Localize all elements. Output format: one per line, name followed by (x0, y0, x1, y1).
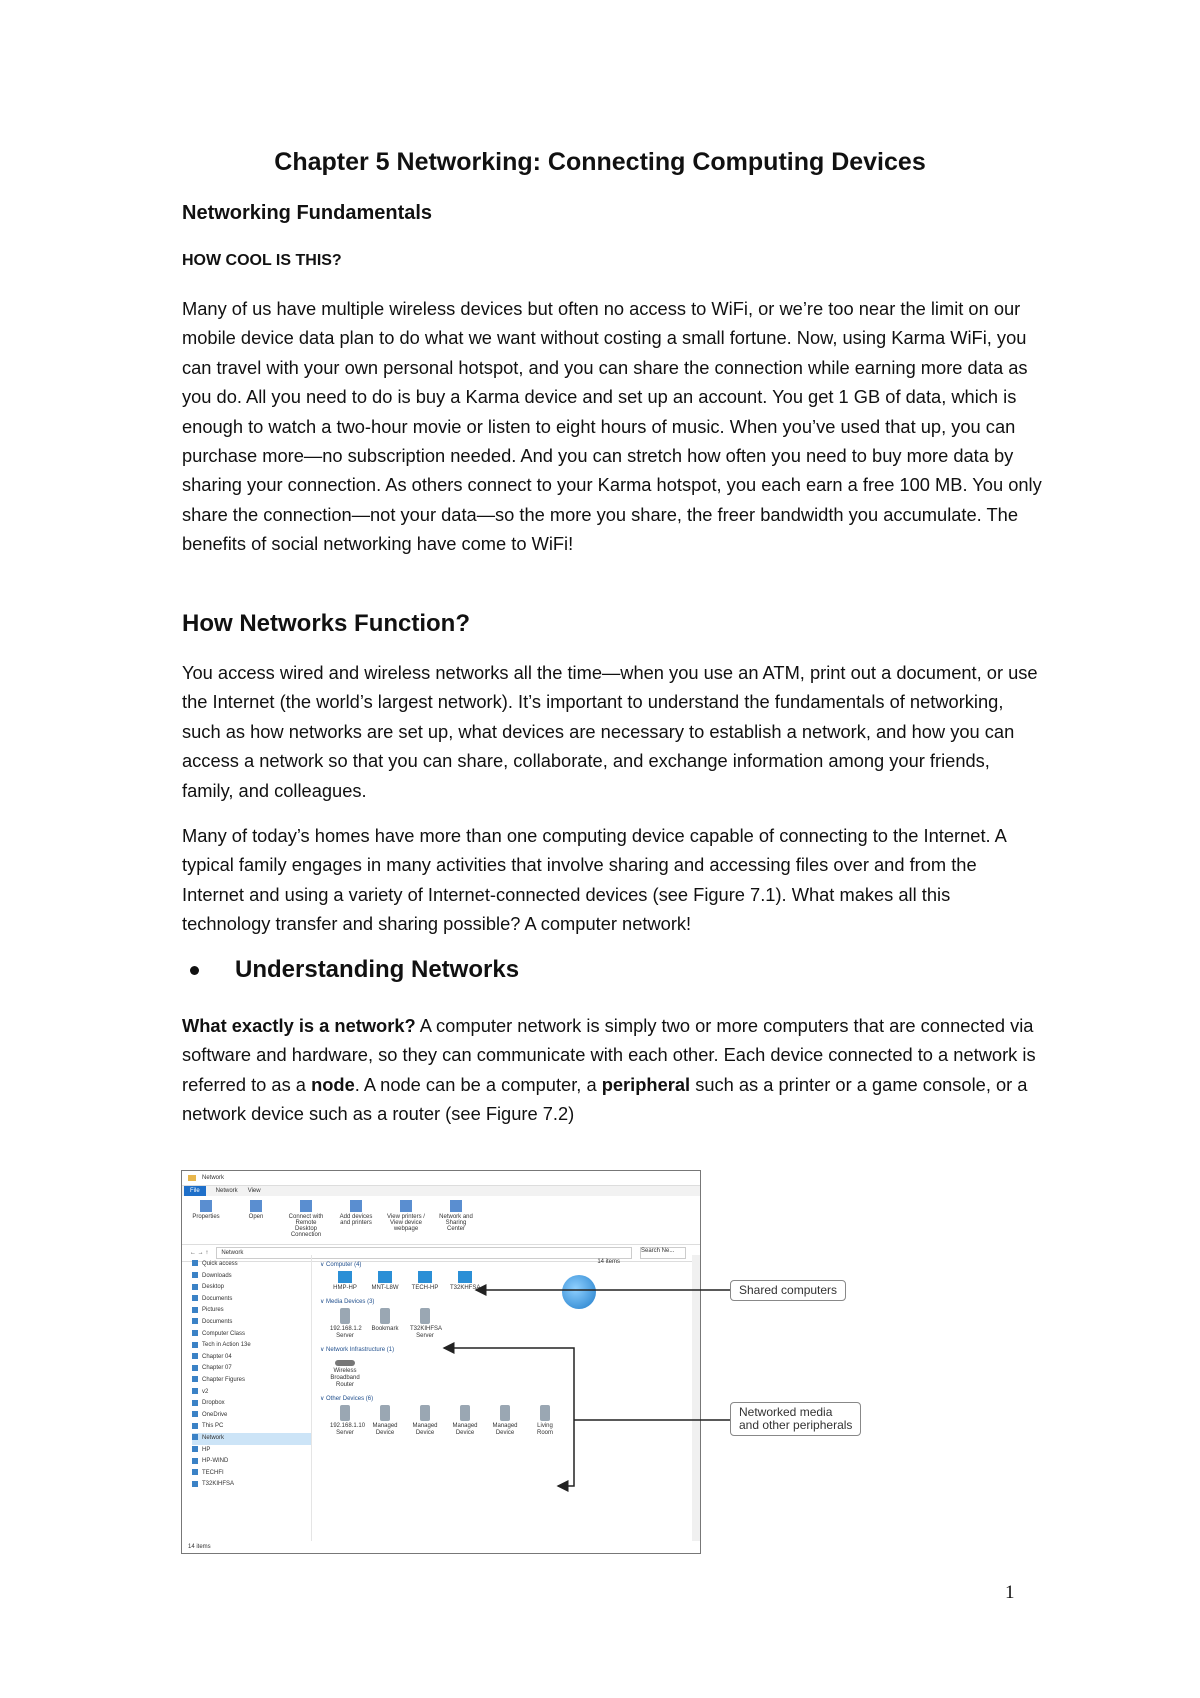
understanding-heading-text: Understanding Networks (235, 956, 520, 983)
device-icon (380, 1308, 390, 1324)
nav-item-label: HP (202, 1446, 211, 1453)
window-titlebar (182, 1171, 700, 1186)
nav-item (192, 1433, 311, 1445)
ribbon-button-icon (300, 1200, 312, 1212)
nav-item (192, 1468, 311, 1480)
explorer-body (182, 1255, 700, 1541)
nav-item (192, 1271, 311, 1283)
nav-item-icon (192, 1434, 198, 1440)
nav-item (192, 1387, 311, 1399)
nav-item-icon (192, 1272, 198, 1278)
router-icon (335, 1360, 355, 1366)
homes-paragraph: Many of today’s homes have more than one computing device capable of connecting to the Internet. A typical family engages in many activities that involve sharing and accessing files over and from the Internet and using a variety of Internet-connected devices (see Figure 7.1). What makes all this technology transfer and sharing possible? A computer network! (182, 825, 1006, 935)
device-icon (340, 1405, 350, 1421)
nav-item-label: OneDrive (202, 1411, 228, 1418)
device-item (490, 1405, 520, 1437)
group-items (330, 1308, 700, 1340)
nav-item-icon (192, 1365, 198, 1371)
cool-heading: HOW COOL IS THIS? (182, 252, 342, 269)
device-label: Managed Device (492, 1423, 518, 1436)
device-label: 192.168.1.10 Server (330, 1423, 366, 1436)
peripheral-term: peripheral (601, 1073, 691, 1095)
device-label: Managed Device (372, 1423, 398, 1436)
device-item (330, 1356, 360, 1389)
ribbon-button-label: View printers / View device webpage (387, 1214, 425, 1232)
item-count: 14 items (597, 1259, 620, 1265)
definition-text-3: such as a printer or a game console, or a network device such as a router (see Figure 7.2) (182, 1073, 1028, 1125)
device-item (530, 1405, 560, 1437)
device-label: HMP-HP (333, 1285, 357, 1291)
nav-item-label: Network (202, 1434, 225, 1441)
nav-item (192, 1398, 311, 1410)
nav-item (192, 1317, 311, 1329)
ribbon-button (436, 1200, 476, 1240)
nav-item (192, 1282, 311, 1294)
device-icon (500, 1405, 510, 1421)
shared-computers-callout: Shared computers (730, 1280, 846, 1301)
ribbon-tabs (182, 1186, 700, 1196)
how-networks-heading: How Networks Function? (182, 610, 470, 637)
networks-paragraph: You access wired and wireless networks all the time—when you use an ATM, print out a document, or use the Internet (the world’s largest network). It’s important to understand the fundamentals of networking, such as how networks are set up, what devices are necessary to establish a network, and how you can access a network so that you can share, collaborate, and exchange information among your friends, family, and colleagues. (182, 662, 1038, 801)
ribbon (182, 1196, 700, 1245)
ribbon-button-label: Add devices and printers (339, 1214, 373, 1226)
nav-item-icon (192, 1423, 198, 1429)
nav-item-label: Pictures (202, 1307, 224, 1314)
ribbon-tab: File (184, 1186, 206, 1196)
computer-icon (378, 1271, 392, 1283)
nav-item (192, 1329, 311, 1341)
device-item (370, 1271, 400, 1292)
nav-item-icon (192, 1330, 198, 1336)
navigation-pane (182, 1255, 312, 1541)
nav-item-icon (192, 1284, 198, 1290)
device-item (450, 1271, 480, 1292)
network-definition-paragraph (182, 1011, 1042, 1129)
device-label: Managed Device (412, 1423, 438, 1436)
ribbon-button-label: Network and Sharing Center (439, 1214, 473, 1232)
device-item (370, 1405, 400, 1437)
nav-item-label: Computer Class (202, 1330, 246, 1337)
content-pane (312, 1255, 700, 1541)
ribbon-button (186, 1200, 226, 1240)
nav-item (192, 1259, 311, 1271)
nav-item-icon (192, 1400, 198, 1406)
nav-item (192, 1305, 311, 1317)
bullet-icon (190, 966, 199, 975)
nav-item-icon (192, 1260, 198, 1266)
nav-item-label: Chapter Figures (202, 1376, 246, 1383)
ribbon-button-label: Open (248, 1214, 264, 1220)
nav-item-label: Dropbox (202, 1400, 225, 1407)
nav-item (192, 1294, 311, 1306)
group-header: ∨ Network Infrastructure (1) (320, 1347, 395, 1353)
nav-item-icon (192, 1295, 198, 1301)
nav-item (192, 1445, 311, 1457)
device-label: Bookmark (371, 1326, 399, 1332)
folder-icon (188, 1175, 196, 1181)
ribbon-tab: View (247, 1188, 261, 1194)
device-icon (420, 1308, 430, 1324)
ribbon-button (236, 1200, 276, 1240)
computer-icon (338, 1271, 352, 1283)
device-icon (380, 1405, 390, 1421)
nav-item-icon (192, 1458, 198, 1464)
ribbon-button (286, 1200, 326, 1240)
address-input: Network (216, 1247, 632, 1259)
nav-item-label: Tech in Action 13e (202, 1342, 251, 1349)
page-number: 1 (1005, 1582, 1015, 1603)
nav-item-label: Chapter 07 (202, 1365, 232, 1372)
understanding-heading (182, 956, 519, 984)
nav-item-icon (192, 1411, 198, 1417)
device-label: MNT-L8W (371, 1285, 399, 1291)
device-label: T32KHFSA (450, 1285, 481, 1291)
scrollbar (692, 1255, 700, 1541)
ribbon-button-icon (250, 1200, 262, 1212)
networked-media-callout (730, 1402, 861, 1436)
networked-media-line-2: and other peripherals (739, 1418, 853, 1432)
group-items (330, 1356, 700, 1389)
ribbon-button-icon (200, 1200, 212, 1212)
group-header: ∨ Media Devices (3) (320, 1299, 375, 1305)
nav-item (192, 1375, 311, 1387)
device-label: Living Room (536, 1423, 553, 1436)
ribbon-button-label: Properties (192, 1214, 220, 1220)
device-item (330, 1405, 366, 1437)
device-item (410, 1405, 440, 1437)
nav-item-label: Quick access (202, 1261, 238, 1267)
nav-item-label: This PC (202, 1423, 224, 1430)
nav-item-icon (192, 1342, 198, 1348)
network-globe-icon (562, 1275, 596, 1309)
group-items (330, 1405, 700, 1437)
device-icon (420, 1405, 430, 1421)
nav-item (192, 1456, 311, 1468)
nav-item-label: HP-WIND (202, 1458, 229, 1465)
nav-item-label: Chapter 04 (202, 1353, 232, 1360)
definition-question: What exactly is a network? (182, 1015, 416, 1036)
search-input: Search Ne... (640, 1247, 686, 1259)
device-item (410, 1271, 440, 1292)
device-icon (540, 1405, 550, 1421)
nav-item-icon (192, 1388, 198, 1394)
ribbon-button (336, 1200, 376, 1240)
ribbon-button-icon (450, 1200, 462, 1212)
nav-item-label: v2 (202, 1388, 209, 1395)
computer-icon (418, 1271, 432, 1283)
nav-item (192, 1363, 311, 1375)
device-item (410, 1308, 443, 1340)
nav-item (192, 1421, 311, 1433)
window-title: Network (202, 1175, 225, 1181)
nav-item (192, 1340, 311, 1352)
ribbon-tab: Network (215, 1188, 238, 1194)
ribbon-button (386, 1200, 426, 1240)
device-item (330, 1308, 360, 1340)
definition-text-1: A computer network is simply two or more computers that are connected via software and hardware, so they can communicate with each other. Each device connected to a network is referred to as a (182, 1015, 1036, 1095)
device-item (450, 1405, 480, 1437)
nav-item (192, 1410, 311, 1422)
computer-icon (458, 1271, 472, 1283)
nav-item-label: Desktop (202, 1284, 225, 1291)
nav-item-label: Documents (202, 1295, 233, 1302)
nav-item-label: Documents (202, 1318, 233, 1325)
nav-item-icon (192, 1307, 198, 1313)
device-label: Managed Device (452, 1423, 478, 1436)
status-bar: 14 items (188, 1544, 211, 1550)
group-header: ∨ Computer (4) (320, 1262, 362, 1268)
device-icon (460, 1405, 470, 1421)
networked-media-line-1: Networked media (739, 1405, 833, 1419)
section-subtitle: Networking Fundamentals (182, 202, 433, 224)
nav-item (192, 1352, 311, 1364)
device-label: T32KIHFSA Server (410, 1326, 443, 1339)
nav-item-icon (192, 1376, 198, 1382)
nav-item-icon (192, 1353, 198, 1359)
karma-paragraph: Many of us have multiple wireless devices but often no access to WiFi, or we’re too near the limit on our mobile device data plan to do what we want without costing a small fortune. Now, using Karma WiFi, you can travel with your own personal hotspot, and you can share the connection while earning more data as you do. All you need to do is buy a Karma device and set up an account. You get 1 GB of data, which is enough to watch a two-hour movie or listen to eight hours of music. When you’ve used that up, you can purchase more—no subscription needed. And you can stretch how often you need to buy more data by sharing your connection. As others connect to your Karma hotspot, you each earn a free 100 MB. You only share the connection—not your data—so the more you share, the freer bandwidth you accumulate. The benefits of social networking have come to WiFi! (182, 298, 1042, 555)
group-header: ∨ Other Devices (6) (320, 1396, 374, 1402)
node-term: node (311, 1073, 355, 1095)
back-arrow-icon: ← → ↑ (190, 1250, 209, 1256)
network-explorer-figure (181, 1170, 701, 1554)
nav-item-label: Downloads (202, 1272, 232, 1279)
nav-item-label: T32KIHFSA (202, 1481, 235, 1488)
device-item (370, 1308, 400, 1340)
nav-item (192, 1479, 311, 1491)
nav-item-label: TECHFI (202, 1469, 224, 1476)
ribbon-button-label: Connect with Remote Desktop Connection (288, 1214, 324, 1238)
nav-item-icon (192, 1469, 198, 1475)
nav-item-icon (192, 1446, 198, 1452)
device-item (330, 1271, 360, 1292)
device-label: TECH-HP (411, 1285, 439, 1291)
device-label: Wireless Broadband Router (330, 1368, 360, 1388)
chapter-title: Chapter 5 Networking: Connecting Computing Devices (274, 148, 926, 176)
definition-text-2: . A node can be a computer, a (354, 1073, 602, 1095)
ribbon-button-icon (400, 1200, 412, 1212)
nav-item-icon (192, 1481, 198, 1487)
device-icon (340, 1308, 350, 1324)
ribbon-button-icon (350, 1200, 362, 1212)
group-items (330, 1271, 700, 1292)
nav-item-icon (192, 1318, 198, 1324)
device-label: 192.168.1.2 Server (330, 1326, 362, 1339)
